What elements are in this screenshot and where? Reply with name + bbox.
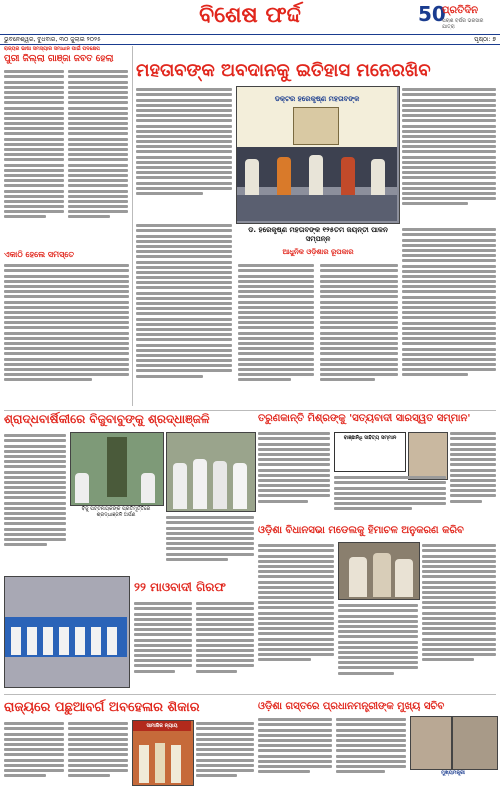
mid-left-headline[interactable]: ଏକାଠି ହେଲେ ସମସ୍ତେ <box>4 250 75 259</box>
secretary-portrait[interactable] <box>410 716 452 770</box>
backward-text-col3 <box>196 720 254 786</box>
backward-photo-banner: ସାମାଜିକ ନ୍ୟାୟ <box>133 721 191 731</box>
backward-text-col1 <box>4 720 64 786</box>
mid-left-text <box>4 262 129 406</box>
anniversary-50-icon: 50 <box>418 2 446 26</box>
newspaper-logo[interactable] <box>418 2 496 28</box>
section-title: ବିଶେଷ ଫର୍ଦ୍ଦ <box>199 3 301 28</box>
award-text-col3 <box>334 474 446 520</box>
shraddha-headline[interactable]: ଶ୍ରାଦ୍ଧବାର୍ଷିକୀରେ ବିଜୁବାବୁଙ୍କୁ ଶ୍ରଦ୍ଧାଞ୍ଜଳି <box>4 412 210 426</box>
award-headline[interactable]: ତରୁଣକାନ୍ତି ମିଶ୍ରଙ୍କୁ 'ସତ୍ୟବାଦୀ ସାରସ୍ୱତ ସମ୍ମାନ' <box>258 413 471 424</box>
top-left-kicker: ରାଜ୍ୟର ଭାଷା ସମସ୍ୟାର ସମାଧାନ ପାଇଁ ପଦକ୍ଷେପ <box>4 46 100 52</box>
lead-sub-headline: ଡ. ହରେକୃଷ୍ଣ ମହତାବଙ୍କ ୧୨୫ତମ ଜୟନ୍ତୀ ପାଳନ ସମ୍ପନ୍ନ <box>248 226 388 243</box>
backward-headline[interactable]: ରାଜ୍ୟରେ ପଛୁଆବର୍ଗ ଅବହେଳାର ଶିକାର <box>4 700 200 715</box>
dateline <box>0 34 500 45</box>
secretary-photo-label: ମୁଖ୍ୟମନ୍ତ୍ରୀ <box>441 770 465 776</box>
assembly-text-col2 <box>338 602 418 692</box>
column-divider <box>132 46 133 406</box>
maoist-text-col1 <box>134 600 192 688</box>
logo-name: ପ୍ରତିଦିନ <box>442 5 478 16</box>
lead-headline[interactable]: ମହତାବଙ୍କ ଅବଦାନକୁ ଇତିହାସ ମନେରଖିବ <box>136 60 431 81</box>
lead-quote: ଆଧୁନିକ ଓଡ଼ିଶାର ରୂପକାର <box>282 248 354 256</box>
secretary-portrait-2[interactable] <box>452 716 498 770</box>
top-left-headline[interactable]: ପୁରୀ ଜିଲ୍ଲା ଗାଞ୍ଜା ଜବତ ହେଲା <box>4 54 114 64</box>
portrait-image <box>293 107 339 145</box>
lead-photo[interactable] <box>236 86 400 224</box>
masthead <box>0 0 500 32</box>
lead-body-col1 <box>136 222 232 406</box>
logo-tagline: ପଚାଶ ବର୍ଷର ଭରସାର ଯାତ୍ରା <box>442 18 484 30</box>
secretary-headline[interactable]: ଓଡ଼ିଶା ଗସ୍ତରେ ପ୍ରଧାନମନ୍ତ୍ରୀଙ୍କ ମୁଖ୍ୟ ସଚିବ <box>258 701 445 712</box>
lead-intro-text <box>136 86 232 216</box>
secretary-text-col2 <box>336 716 406 786</box>
lead-right-text <box>402 86 496 222</box>
maoist-text-col2 <box>196 600 254 688</box>
issue-date: ଭୁବନେଶ୍ୱର, ବୁଧବାର, ୩୦ ଜୁଲାଇ ୨୦୨୫ <box>4 36 101 43</box>
maoist-headline[interactable]: ୨୨ ମାଓବାଦୀ ଗିରଫ <box>134 580 226 594</box>
award-text-col2 <box>450 430 496 520</box>
section-divider <box>4 410 496 411</box>
award-box-text: ବାଞ୍ଛାନିଧି ସାହିତ୍ୟ ସମ୍ମାନ <box>343 435 397 441</box>
section-divider-2 <box>4 694 496 695</box>
award-text-col1 <box>258 430 330 520</box>
assembly-headline[interactable]: ଓଡ଼ିଶା ବିଧାନସଭା ମଡେଲକୁ ହିମାଚଳ ଅନୁକରଣ କରିବ <box>258 525 464 536</box>
lead-body-col3 <box>320 262 398 406</box>
top-left-text-col2 <box>68 68 128 246</box>
top-left-text-col1 <box>4 68 64 246</box>
secretary-text-col1 <box>258 716 332 786</box>
assembly-photo[interactable] <box>338 542 420 600</box>
shraddha-more-text <box>166 514 254 572</box>
assembly-text-col1 <box>258 542 334 692</box>
shraddha-caption: ବିଜୁ ପଟ୍ଟନାୟକଙ୍କ ପ୍ରତିମୂର୍ତ୍ତିରେ ଶ୍ରଦ୍ଧାଞ୍ଜଳି ଅର୍ପଣ <box>81 506 151 518</box>
shraddha-photo-2[interactable] <box>166 432 256 512</box>
backward-text-col2 <box>68 720 128 786</box>
lead-body-col2 <box>238 262 314 406</box>
shraddha-photo[interactable] <box>70 432 164 506</box>
award-box <box>334 432 406 472</box>
assembly-text-col3 <box>422 542 496 692</box>
lead-body-col4 <box>402 226 496 406</box>
event-banner: ଡକ୍ଟର ହରେକୃଷ୍ଣ ମହତାବଙ୍କ <box>274 95 360 103</box>
award-portrait[interactable] <box>408 432 448 480</box>
page-number: ପୃଷ୍ଠା: ୭ <box>474 36 496 43</box>
shraddha-text <box>4 432 66 572</box>
maoist-photo[interactable] <box>4 576 130 688</box>
backward-photo[interactable] <box>132 720 194 786</box>
